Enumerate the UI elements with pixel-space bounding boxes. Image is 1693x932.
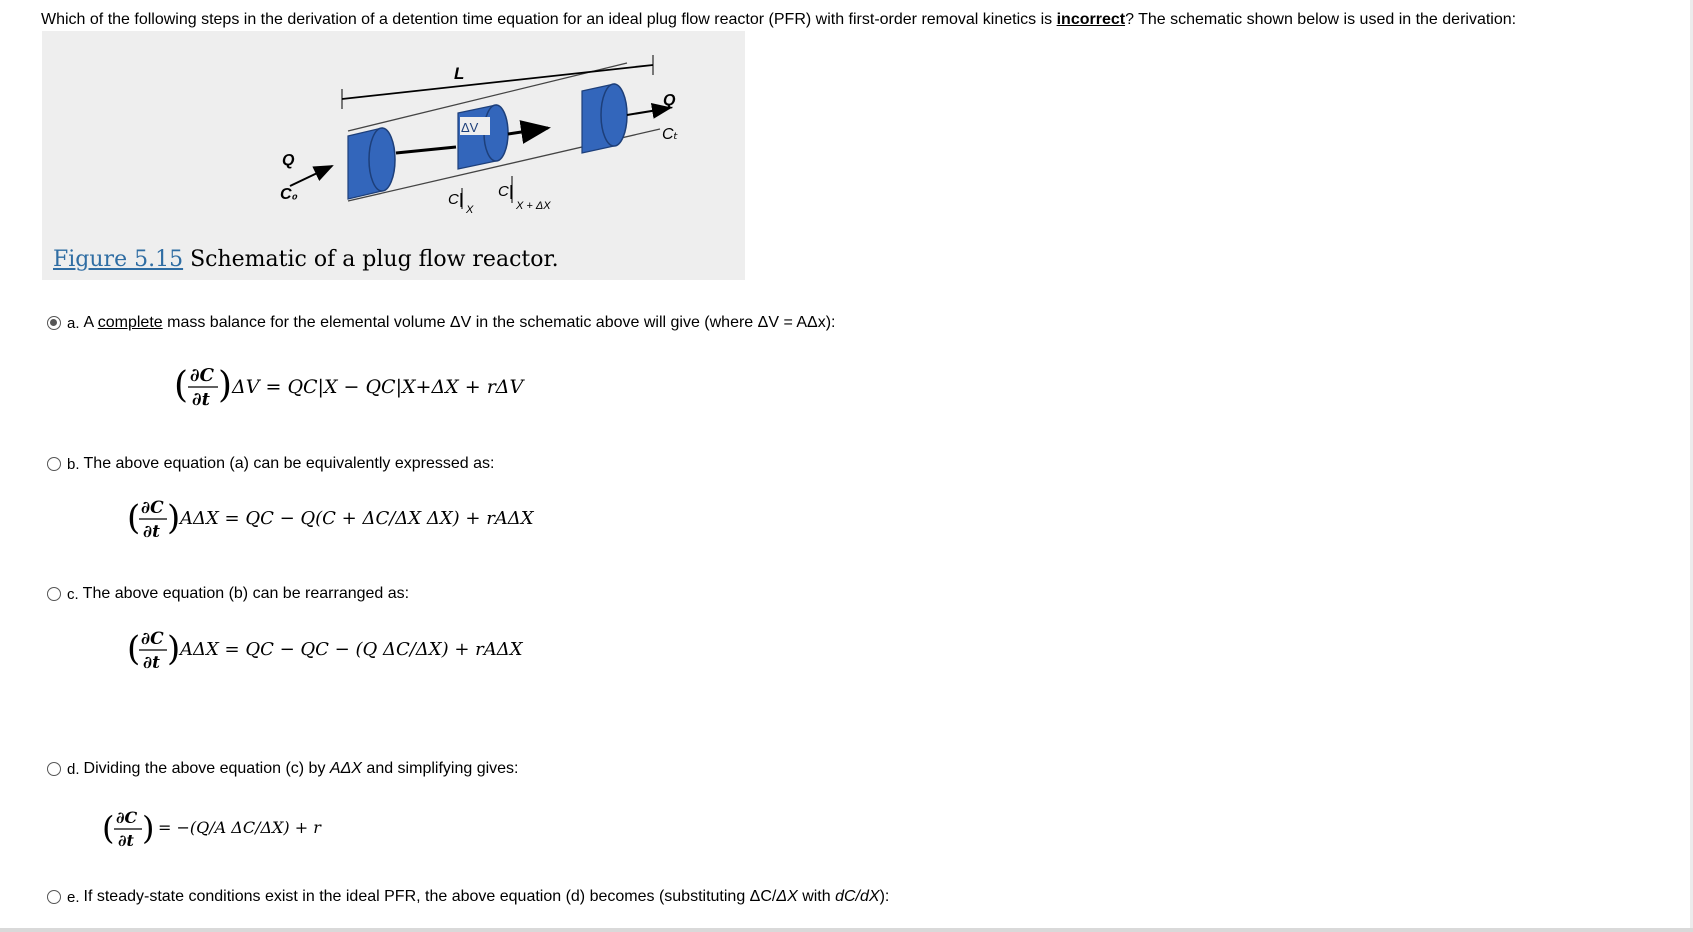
flow-arrow-out — [508, 128, 548, 134]
pfr-schematic-diagram — [42, 31, 745, 241]
option-b-text: The above equation (a) can be equivalently expressed as: — [83, 455, 495, 472]
option-b-radio[interactable] — [47, 457, 61, 471]
svg-text:= −(Q/A ΔC/ΔX) + r: = −(Q/A ΔC/ΔX) + r — [158, 818, 321, 837]
svg-text:ΔV = QC|X − QC|X+ΔX + rΔV: ΔV = QC|X − QC|X+ΔX + rΔV — [232, 376, 524, 398]
option-a[interactable] — [47, 314, 835, 332]
option-c-text: The above equation (b) can be rearranged as: — [82, 585, 410, 602]
svg-text:): ) — [142, 809, 155, 847]
figure-caption — [53, 247, 559, 272]
label-C0: C₀ — [280, 186, 298, 203]
label-Q-out: Q — [663, 92, 676, 109]
question-suffix: ? The schematic shown below is used in the derivation: — [1125, 11, 1517, 28]
inlet-disk — [348, 128, 395, 199]
element-volume-disk — [458, 105, 508, 169]
option-e-letter: e. — [67, 888, 80, 906]
svg-text:∂C: ∂C — [116, 808, 138, 827]
outlet-flow-arrow — [627, 108, 670, 115]
svg-text:(: ( — [174, 365, 189, 406]
pfr-schematic-figure — [42, 31, 745, 280]
option-c-radio[interactable] — [47, 587, 61, 601]
svg-text:∂C: ∂C — [141, 629, 164, 649]
svg-text:∂C: ∂C — [190, 365, 214, 386]
label-dV: ΔV — [461, 120, 479, 135]
option-b-letter: b. — [67, 455, 80, 473]
label-xdx: X + ΔX — [516, 200, 551, 212]
svg-text:∂C: ∂C — [141, 498, 164, 518]
option-a-radio[interactable] — [47, 316, 61, 330]
option-d-letter: d. — [67, 760, 80, 778]
option-e[interactable] — [47, 888, 889, 906]
label-Cxdx: C| — [498, 183, 513, 200]
option-c-letter: c. — [67, 585, 79, 603]
flow-arrow-in-shaft — [396, 147, 456, 153]
svg-text:): ) — [167, 629, 181, 669]
figure-reference-link[interactable]: Figure 5.15 — [53, 247, 184, 272]
svg-text:(: ( — [127, 629, 141, 669]
option-a-letter: a. — [67, 314, 80, 332]
option-a-text: A complete mass balance for the elemental volume ΔV in the schematic above will give (where ΔV = AΔx): — [83, 314, 836, 331]
svg-text:(: ( — [127, 498, 141, 538]
question-emphasis: incorrect — [1056, 11, 1126, 28]
label-Q-in: Q — [282, 152, 295, 169]
option-d-text: Dividing the above equation (c) by AΔX and simplifying gives: — [83, 760, 519, 777]
option-d-equation — [100, 797, 420, 857]
option-b[interactable] — [47, 455, 494, 473]
svg-text:AΔX = QC − Q(C + ΔC/ΔX ΔX) + r: AΔX = QC − Q(C + ΔC/ΔX ΔX) + rAΔX — [180, 508, 534, 529]
label-Ct: Cₜ — [662, 126, 679, 143]
option-b-equation — [125, 487, 545, 547]
label-x: X — [466, 204, 474, 216]
question-prefix: Which of the following steps in the derivation of a detention time equation for an ideal plug flow reactor (PFR) with first-order removal kinetics is — [41, 11, 1057, 28]
svg-text:∂t: ∂t — [118, 831, 134, 850]
option-e-radio[interactable] — [47, 890, 61, 904]
option-d[interactable] — [47, 760, 518, 778]
label-Cx: C| — [448, 191, 463, 208]
svg-text:∂t: ∂t — [192, 389, 210, 410]
figure-caption-text: Schematic of a plug flow reactor. — [183, 247, 559, 272]
label-L: L — [454, 64, 465, 83]
option-c[interactable] — [47, 585, 409, 603]
option-e-text: If steady-state conditions exist in the ideal PFR, the above equation (d) becomes (substituting ΔC/ΔX with dC/dX): — [83, 888, 890, 905]
svg-text:AΔX = QC − QC − (Q ΔC/ΔX) + rA: AΔX = QC − QC − (Q ΔC/ΔX) + rAΔX — [180, 639, 523, 660]
option-d-radio[interactable] — [47, 762, 61, 776]
svg-text:(: ( — [102, 809, 115, 847]
question-text — [41, 11, 1516, 29]
svg-text:): ) — [218, 365, 233, 406]
outlet-disk — [582, 84, 627, 153]
svg-text:∂t: ∂t — [143, 522, 160, 542]
option-c-equation — [125, 618, 545, 678]
inlet-flow-arrow — [290, 166, 332, 186]
page-bottom-rule — [0, 928, 1693, 932]
svg-text:): ) — [167, 498, 181, 538]
svg-text:∂t: ∂t — [143, 653, 160, 673]
option-a-equation — [170, 355, 550, 415]
